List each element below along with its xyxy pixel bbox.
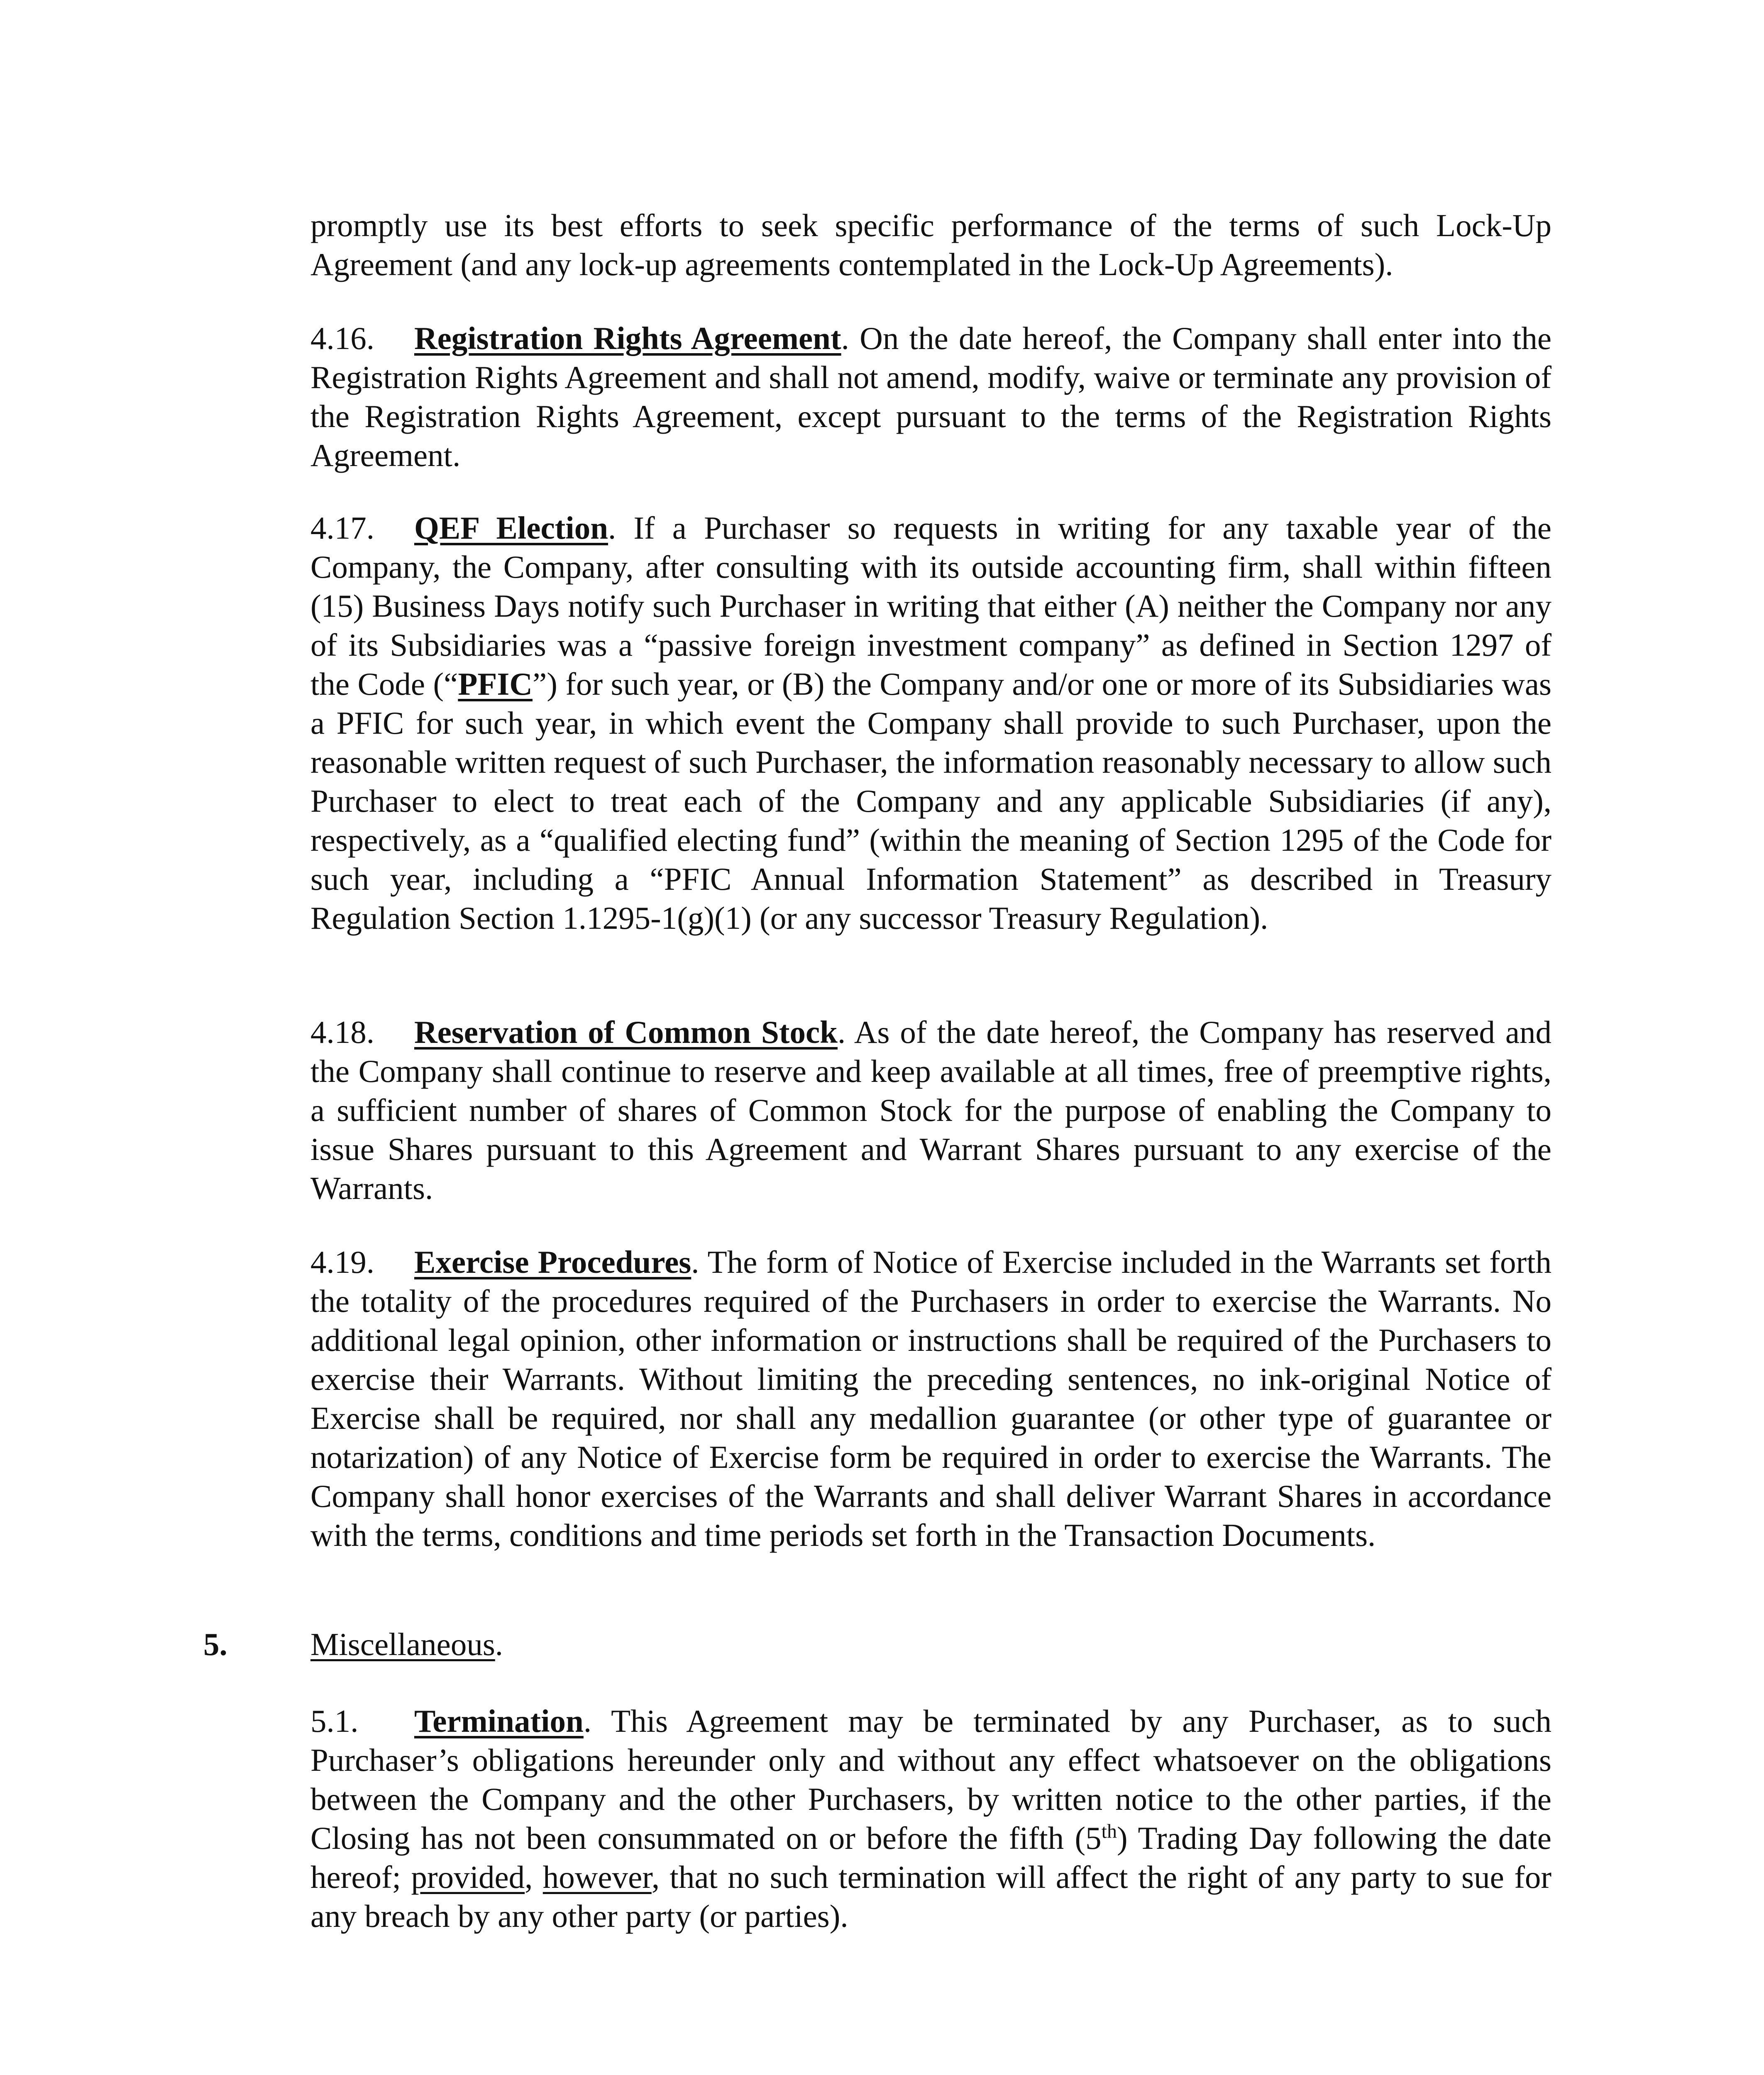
- section-number: 5.: [203, 1626, 227, 1662]
- section-4-19: [310, 1243, 1551, 1555]
- section-body-part-a: . If a Purchaser so requests in writing for any taxable year of the Company, the Company, after consulting with its outside accounting firm, shall within fifteen (15) Business Days notify such Purchaser in writing that either (A) neither the Company nor any of its Subsidiaries was a “passive foreign investment company” as defined in Section 1297 of the Code (“: [310, 510, 1551, 702]
- section-number: 4.19.: [310, 1244, 374, 1280]
- section-heading-period: .: [495, 1626, 503, 1662]
- section-heading: Registration Rights Agreement: [414, 320, 841, 356]
- section-body: . On the date hereof, the Company shall enter into the Registration Rights Agreement and shall not amend, modify, waive or terminate any provision of the Registration Rights Agreement, except pursuant to the terms of the Registration Rights Agreement.: [310, 320, 1551, 473]
- paragraph-intro: [310, 206, 1551, 284]
- defined-term-pfic: PFIC: [458, 666, 533, 702]
- section-body-part-a: . This Agreement may be terminated by any Purchaser, as to such Purchaser’s obligations hereunder only and without any effect whatsoever on the obligations between the Company and the other Purchasers, by written notice to the other parties, if the Closing has not been consummated on or before the fifth (5: [310, 1703, 1551, 1856]
- section-body: . The form of Notice of Exercise included in the Warrants set forth the totality of the procedures required of the Purchasers in order to exercise the Warrants. No additional legal opinion, other information or instructions shall be required of the Purchasers to exercise their Warrants. Without limiting the preceding sentences, no ink-original Notice of Exercise shall be required, nor shall any medallion guarantee (or other type of guarantee or notarization) of any Notice of Exercise form be required in order to exercise the Warrants. The Company shall honor exercises of the Warrants and shall deliver Warrant Shares in accordance with the terms, conditions and time periods set forth in the Transaction Documents.: [310, 1244, 1552, 1553]
- section-body-part-b: ”) for such year, or (B) the Company and/or one or more of its Subsidiaries was a PFIC for such year, in which event the Company shall provide to such Purchaser, upon the reasonable written request of such Purchaser, the information reasonably necessary to allow such Purchaser to elect to treat each of the Company and any applicable Subsidiaries (if any), respectively, as a “qualified electing fund” (within the meaning of Section 1295 of the Code for such year, including a “PFIC Annual Information Statement” as described in Treasury Regulation Section 1.1295-1(g)(1) (or any successor Treasury Regulation).: [310, 666, 1551, 936]
- section-number: 4.18.: [310, 1014, 374, 1050]
- section-heading: Exercise Procedures: [414, 1244, 691, 1280]
- comma-separator: ,: [525, 1859, 543, 1895]
- section-heading: Reservation of Common Stock: [414, 1014, 838, 1050]
- section-4-17: [310, 508, 1551, 937]
- section-number: 4.17.: [310, 510, 374, 546]
- paragraph-intro-text: promptly use its best efforts to seek specific performance of the terms of such Lock-Up Agreement (and any lock-up agreements contemplated in the Lock-Up Agreements).: [310, 208, 1551, 282]
- section-heading: Miscellaneous: [310, 1626, 495, 1662]
- section-body: . As of the date hereof, the Company has reserved and the Company shall continue to reserve and keep available at all times, free of preemptive rights, a sufficient number of shares of Common Stock for the purpose of enabling the Company to issue Shares pursuant to this Agreement and Warrant Shares pursuant to any exercise of the Warrants.: [310, 1014, 1551, 1206]
- section-5-1: [310, 1702, 1551, 1936]
- section-5-heading: [203, 1625, 1552, 1664]
- section-body-part-b: ) Trading Day following the date hereof;: [310, 1820, 1551, 1895]
- section-4-16: [310, 319, 1551, 475]
- section-body-part-c: , that no such termination will affect the right of any party to sue for any breach by any other party (or parties).: [310, 1859, 1551, 1934]
- ordinal-superscript: th: [1101, 1820, 1117, 1843]
- section-4-18: [310, 1013, 1551, 1208]
- however-term: however: [542, 1859, 652, 1895]
- provided-term: provided: [411, 1859, 525, 1895]
- section-heading: QEF Election: [414, 510, 608, 546]
- section-number: 5.1.: [310, 1703, 359, 1739]
- section-heading: Termination: [414, 1703, 584, 1739]
- section-number: 4.16.: [310, 320, 374, 356]
